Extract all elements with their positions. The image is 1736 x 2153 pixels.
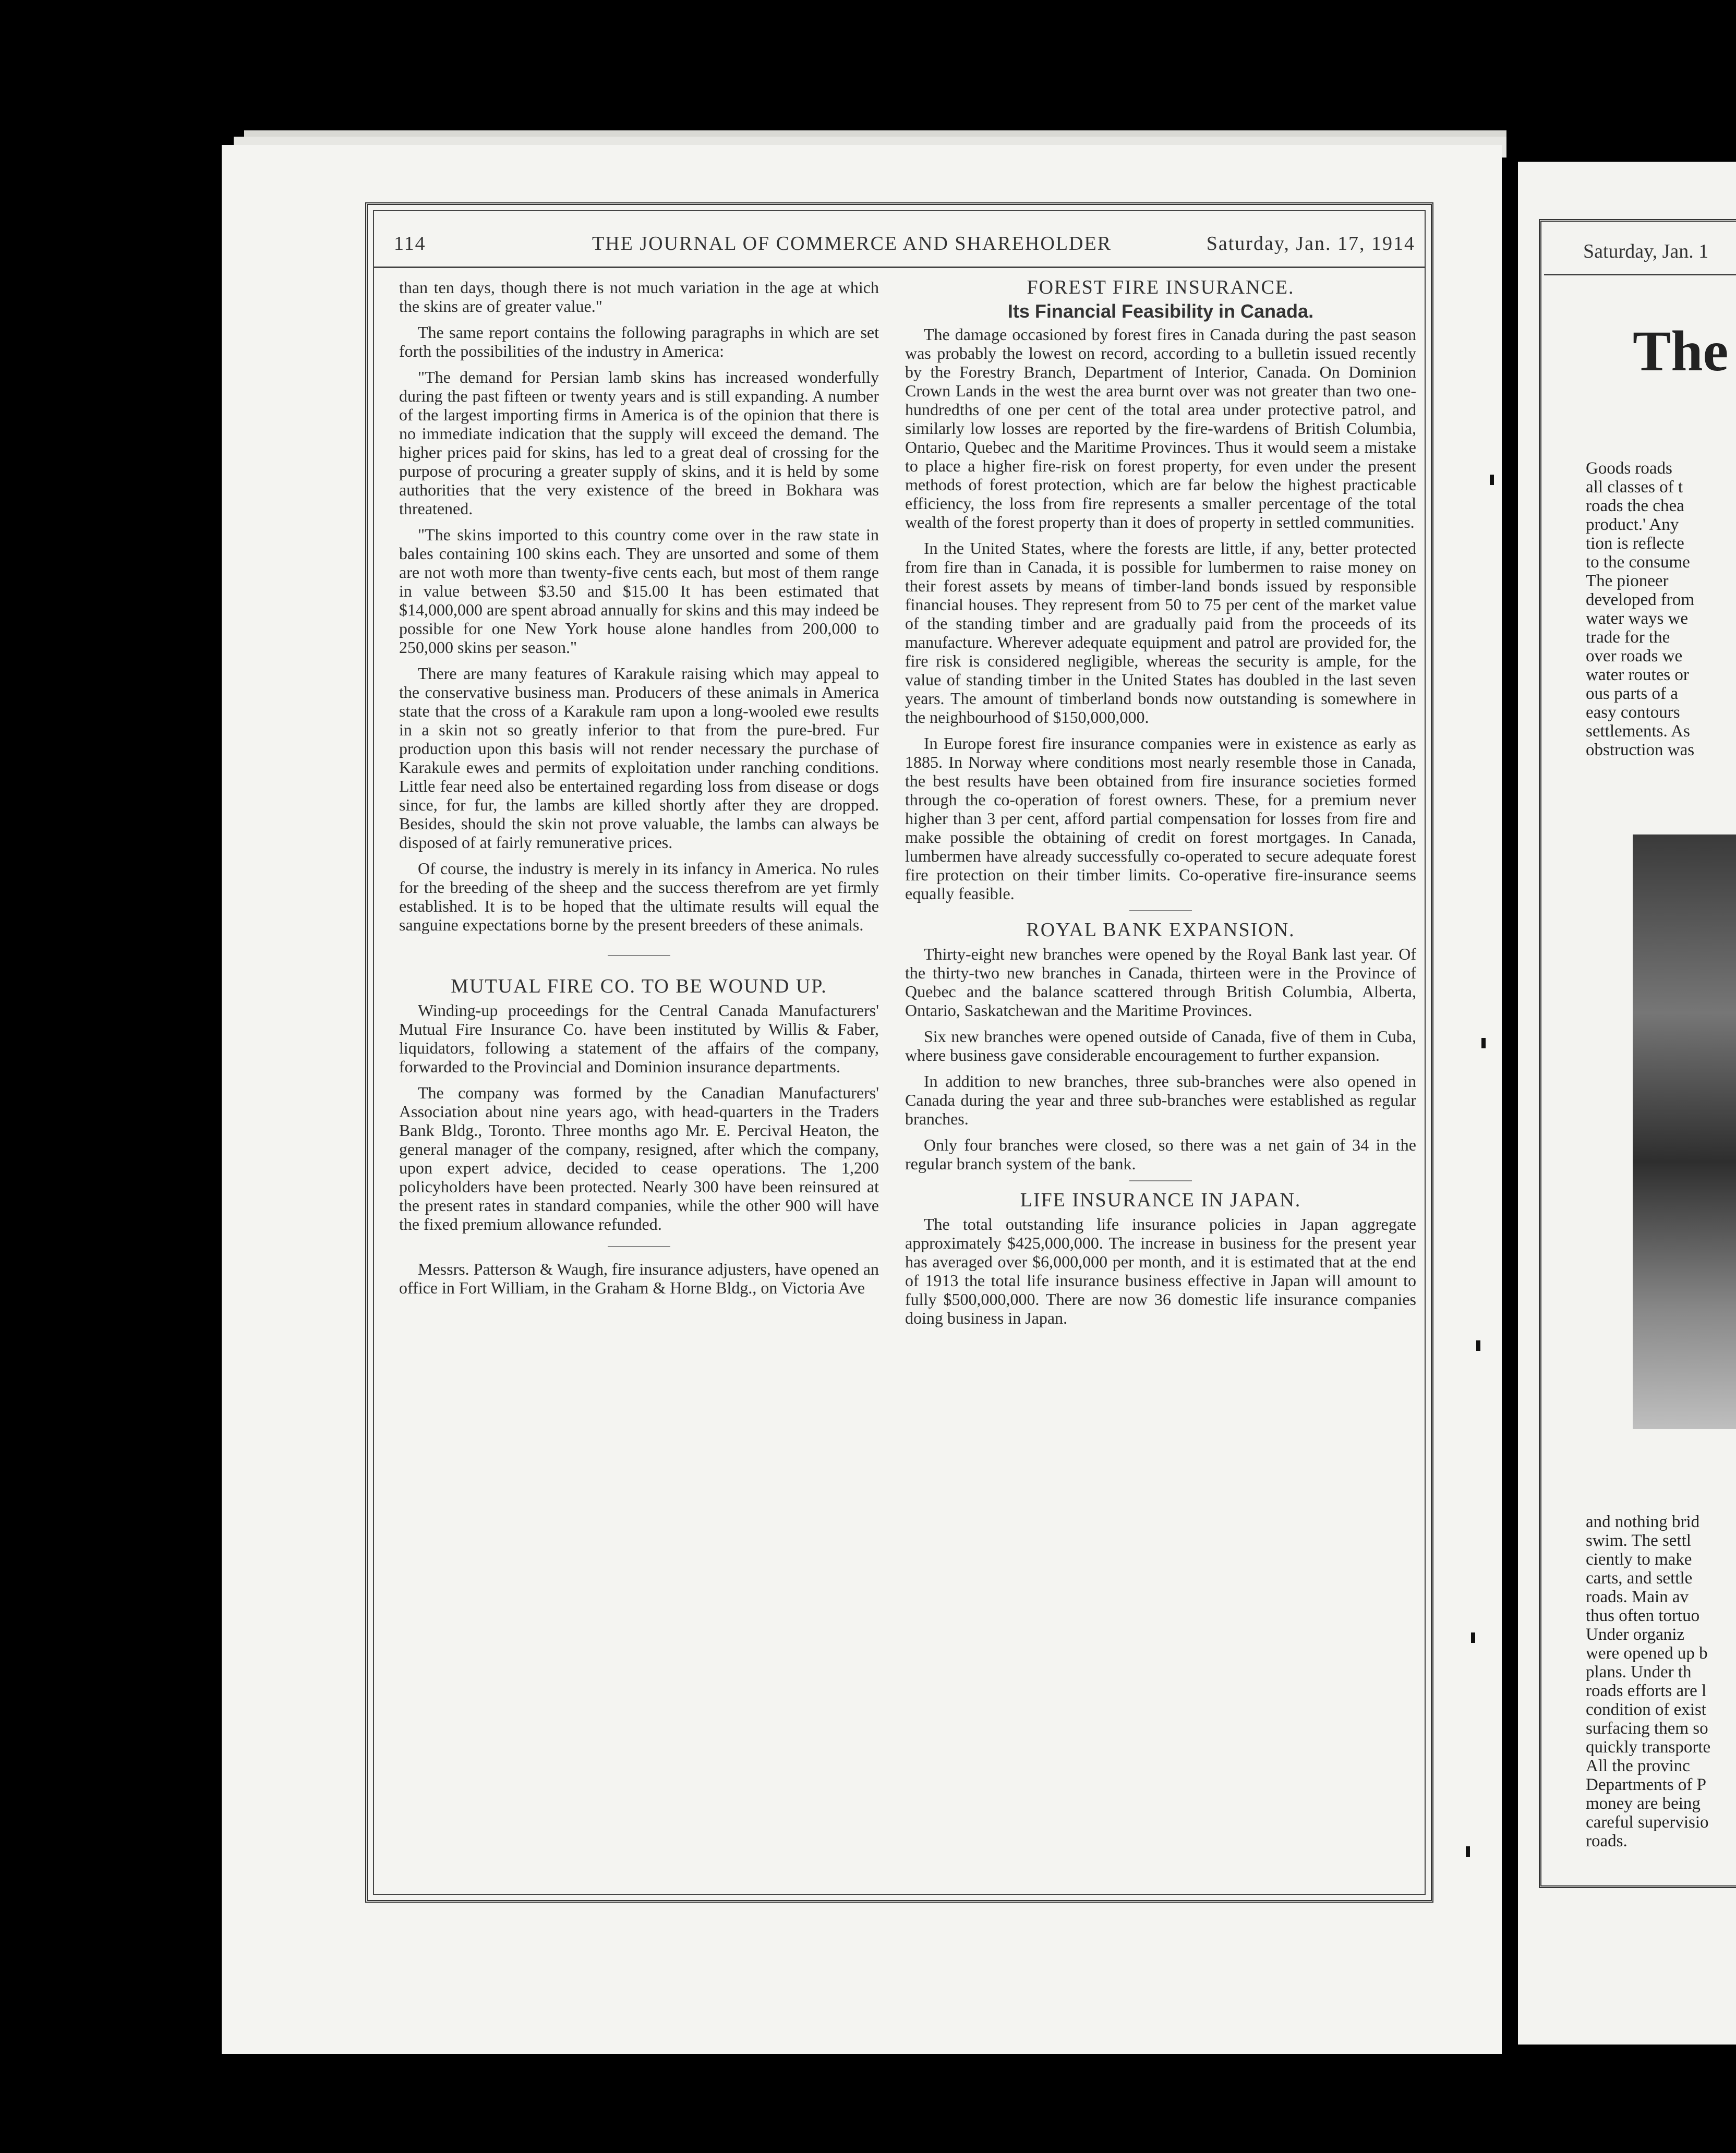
adjacent-line: all classes of t xyxy=(1586,478,1683,497)
paragraph: Thirty-eight new branches were opened by the Royal Bank last year. Of the thirty-two new branches in Canada, thirteen were in the Province of Quebec and the balance scattered through British Columbia, Alberta, Ontario, Saskatchewan and the Maritime Provinces. xyxy=(905,945,1416,1020)
paragraph: The total outstanding life insurance policies in Japan aggregate approximately $425,000,000. The increase in business for the present year has averaged over $6,000,000 per month, and it is estimated that at the end of 1913 the total life insurance business effective in Japan will amount to fully $500,000,000. There are now 36 domestic life insurance companies doing business in Japan. xyxy=(905,1215,1416,1327)
adjacent-line: roads. xyxy=(1586,1832,1628,1850)
adjacent-line: trade for the xyxy=(1586,628,1670,647)
paragraph: The damage occasioned by forest fires in Canada during the past season was probably the lowest on record, according to a bulletin issued recently by the Forestry Branch, Department of Interior, Canada. On Dominion Crown Lands in the west the area burnt over was not greater than two one-hundredths of one per cent of the total area under protective patrol, and similarly low losses are reported by the fire-wardens of British Columbia, Ontario, Quebec and the Maritime Provinces. Thus it would seem a mistake to place a higher fire-risk on forest property, for even under the present methods of forest protection, which are far below the highest practicable efficiency, the loss from fire represents a smaller percentage of the total wealth of the forest property than it does of property in settled communities. xyxy=(905,325,1416,531)
adjacent-header-rule xyxy=(1544,274,1736,275)
margin-mark xyxy=(1476,1340,1480,1351)
adjacent-line: roads efforts are l xyxy=(1586,1682,1707,1700)
adjacent-line: and nothing brid xyxy=(1586,1513,1700,1531)
adjacent-text-bottom xyxy=(1586,1513,1736,1850)
adjacent-line: settlements. As xyxy=(1586,722,1690,741)
section-divider xyxy=(1129,910,1192,911)
paragraph: "The demand for Persian lamb skins has increased wonderfully during the past fifteen or twenty years and is still expanding. A number of the largest importing firms in America is of the opinion that there is no immediate indication that the supply will exceed the demand. The higher prices paid for skins, has led to a great deal of crossing for the purpose of procuring a greater supply of skins, and it is held by some authorities that the very existence of the breed in Bokhara was threatened. xyxy=(399,368,879,518)
adjacent-line: easy contours xyxy=(1586,703,1680,722)
paragraph: There are many features of Karakule raising which may appeal to the conservative business man. Producers of these animals in America state that the cross of a Karakule ram upon a long-wooled ewe results in a skin not so greatly inferior to that from the pure-bred. Fur production upon this basis will not render necessary the purchase of Karakule ewes and permits of exploitation under ranching conditions. Little fear need also be entertained regarding loss from disease or dogs since, for fur, the lambs are killed shortly after they are dropped. Besides, should the skin not prove valuable, the lambs can always be disposed of at fairly remunerative prices. xyxy=(399,664,879,852)
adjacent-page-date: Saturday, Jan. 1 xyxy=(1583,240,1709,262)
journal-title: THE JOURNAL OF COMMERCE AND SHAREHOLDER xyxy=(592,233,1112,255)
adjacent-line: The pioneer xyxy=(1586,572,1669,590)
right-column xyxy=(905,278,1416,1335)
article-title-royal-bank: ROYAL BANK EXPANSION. xyxy=(1026,919,1295,941)
adjacent-line: surfacing them so xyxy=(1586,1719,1708,1738)
paragraph: Messrs. Patterson & Waugh, fire insurance adjusters, have opened an office in Fort William, in the Graham & Horne Bldg., on Victoria Ave xyxy=(399,1260,879,1297)
adjacent-line: roads. Main av xyxy=(1586,1588,1689,1606)
article-subtitle: Its Financial Feasibility in Canada. xyxy=(1007,300,1314,322)
adjacent-line: swim. The settl xyxy=(1586,1531,1691,1550)
adjacent-photo xyxy=(1633,834,1736,1429)
adjacent-line: All the provinc xyxy=(1586,1757,1690,1775)
adjacent-line: plans. Under th xyxy=(1586,1663,1692,1682)
adjacent-page-title: The xyxy=(1633,319,1729,383)
paragraph: "The skins imported to this country come over in the raw state in bales containing 100 skins each. They are unsorted and some of them are not woth more than twenty-five cents each, but most of them range in value between $3.50 and $15.00 It has been estimated that $14,000,000 are spent abroad annually for skins and this may indeed be possible for one New York house alone handles from 200,000 to 250,000 skins per season." xyxy=(399,525,879,657)
adjacent-line: ous parts of a xyxy=(1586,684,1678,703)
adjacent-line: thus often tortuo xyxy=(1586,1606,1700,1625)
paragraph: Winding-up proceedings for the Central Canada Manufacturers' Mutual Fire Insurance Co. have been instituted by Willis & Faber, liquidators, following a statement of the affairs of the company, forwarded to the Provincial and Dominion insurance departments. xyxy=(399,1001,879,1076)
paragraph: In the United States, where the forests are little, if any, better protected from fire than in Canada, it is possible for lumbermen to raise money on their forest assets by means of timber-land bonds issued by responsible financial houses. They represent from 50 to 75 per cent of the market value of the standing timber and are gradually paid from the proceeds of its manufacture. Wherever adequate equipment and patrol are provided for, the fire risk is considered negligible, whereas the security is ample, for the value of standing timber in the United States has doubled in the last seven years. The amount of timberland bonds now outstanding is somewhere in the neighbourhood of $150,000,000. xyxy=(905,539,1416,727)
paragraph: Only four branches were closed, so there was a net gain of 34 in the regular branch system of the bank. xyxy=(905,1135,1416,1173)
margin-mark xyxy=(1471,1632,1475,1643)
paragraph: The same report contains the following paragraphs in which are set forth the possibilities of the industry in America: xyxy=(399,323,879,360)
adjacent-line: money are being xyxy=(1586,1794,1701,1813)
margin-mark xyxy=(1466,1846,1470,1857)
adjacent-text-top xyxy=(1586,459,1736,759)
adjacent-line: over roads we xyxy=(1586,647,1683,666)
adjacent-line: obstruction was xyxy=(1586,741,1695,759)
adjacent-line: carts, and settle xyxy=(1586,1569,1693,1588)
paragraph: In addition to new branches, three sub-branches were also opened in Canada during the year and three sub-branches were established as regular branches. xyxy=(905,1072,1416,1128)
adjacent-line: were opened up b xyxy=(1586,1644,1708,1663)
left-column xyxy=(399,278,879,1304)
article-title-forest-fire: FOREST FIRE INSURANCE. xyxy=(1027,276,1295,298)
adjacent-line: condition of exist xyxy=(1586,1700,1706,1719)
page-number: 114 xyxy=(394,233,426,255)
paragraph: In Europe forest fire insurance companies were in existence as early as 1885. In Norway where conditions most nearly resemble those in Canada, the best results have been obtained from fire insurance societies formed through the co-operation of forest owners. These, for a premium never higher than 3 per cent, afford partial compensation for losses from fire and make possible the obtaining of credit on forest mortgages. In Canada, lumbermen have already successfully co-operated to secure adequate forest fire protection on their timber limits. Co-operative fire-insurance seems equally feasible. xyxy=(905,734,1416,903)
article-title-life-insurance: LIFE INSURANCE IN JAPAN. xyxy=(1020,1189,1301,1211)
adjacent-line: Departments of P xyxy=(1586,1775,1706,1794)
adjacent-line: ciently to make xyxy=(1586,1550,1692,1569)
paragraph: than ten days, though there is not much variation in the age at which the skins are of greater value." xyxy=(399,278,879,316)
adjacent-line: product.' Any xyxy=(1586,515,1679,534)
article-title-mutual-fire: MUTUAL FIRE CO. TO BE WOUND UP. xyxy=(451,975,827,997)
adjacent-line: roads the chea xyxy=(1586,497,1684,515)
margin-mark xyxy=(1490,475,1494,485)
adjacent-line: tion is reflecte xyxy=(1586,534,1684,553)
adjacent-line: quickly transporte xyxy=(1586,1738,1711,1757)
section-divider xyxy=(1129,1180,1192,1181)
issue-date: Saturday, Jan. 17, 1914 xyxy=(1206,233,1415,255)
adjacent-line: developed from xyxy=(1586,590,1695,609)
page-header xyxy=(394,232,1415,263)
section-divider xyxy=(608,1246,670,1247)
page-frame xyxy=(365,202,1433,1903)
header-rule xyxy=(373,267,1426,268)
adjacent-line: Goods roads xyxy=(1586,459,1672,478)
adjacent-line: careful supervisio xyxy=(1586,1813,1709,1832)
adjacent-line: water ways we xyxy=(1586,609,1689,628)
paragraph: The company was formed by the Canadian Manufacturers' Association about nine years ago, with head-quarters in the Traders Bank Bldg., Toronto. Three months ago Mr. E. Percival Heaton, the general manager of the company, resigned, after which the company, upon expert advice, decided to cease operations. The 1,200 policyholders have been protected. Nearly 300 have been reinsured at the present rates in standard companies, while the other 900 will have the fixed premium allowance refunded. xyxy=(399,1083,879,1233)
paragraph: Six new branches were opened outside of Canada, five of them in Cuba, where business gave considerable encouragement to further expansion. xyxy=(905,1027,1416,1065)
adjacent-line: Under organiz xyxy=(1586,1625,1685,1644)
section-divider xyxy=(608,955,670,956)
adjacent-line: water routes or xyxy=(1586,666,1689,684)
margin-mark xyxy=(1481,1038,1486,1048)
adjacent-line: to the consume xyxy=(1586,553,1690,572)
paragraph: Of course, the industry is merely in its infancy in America. No rules for the breeding of the sheep and the success therefrom are yet firmly established. It is to be hoped that the ultimate results will equal the sanguine expectations borne by the present breeders of these animals. xyxy=(399,859,879,934)
